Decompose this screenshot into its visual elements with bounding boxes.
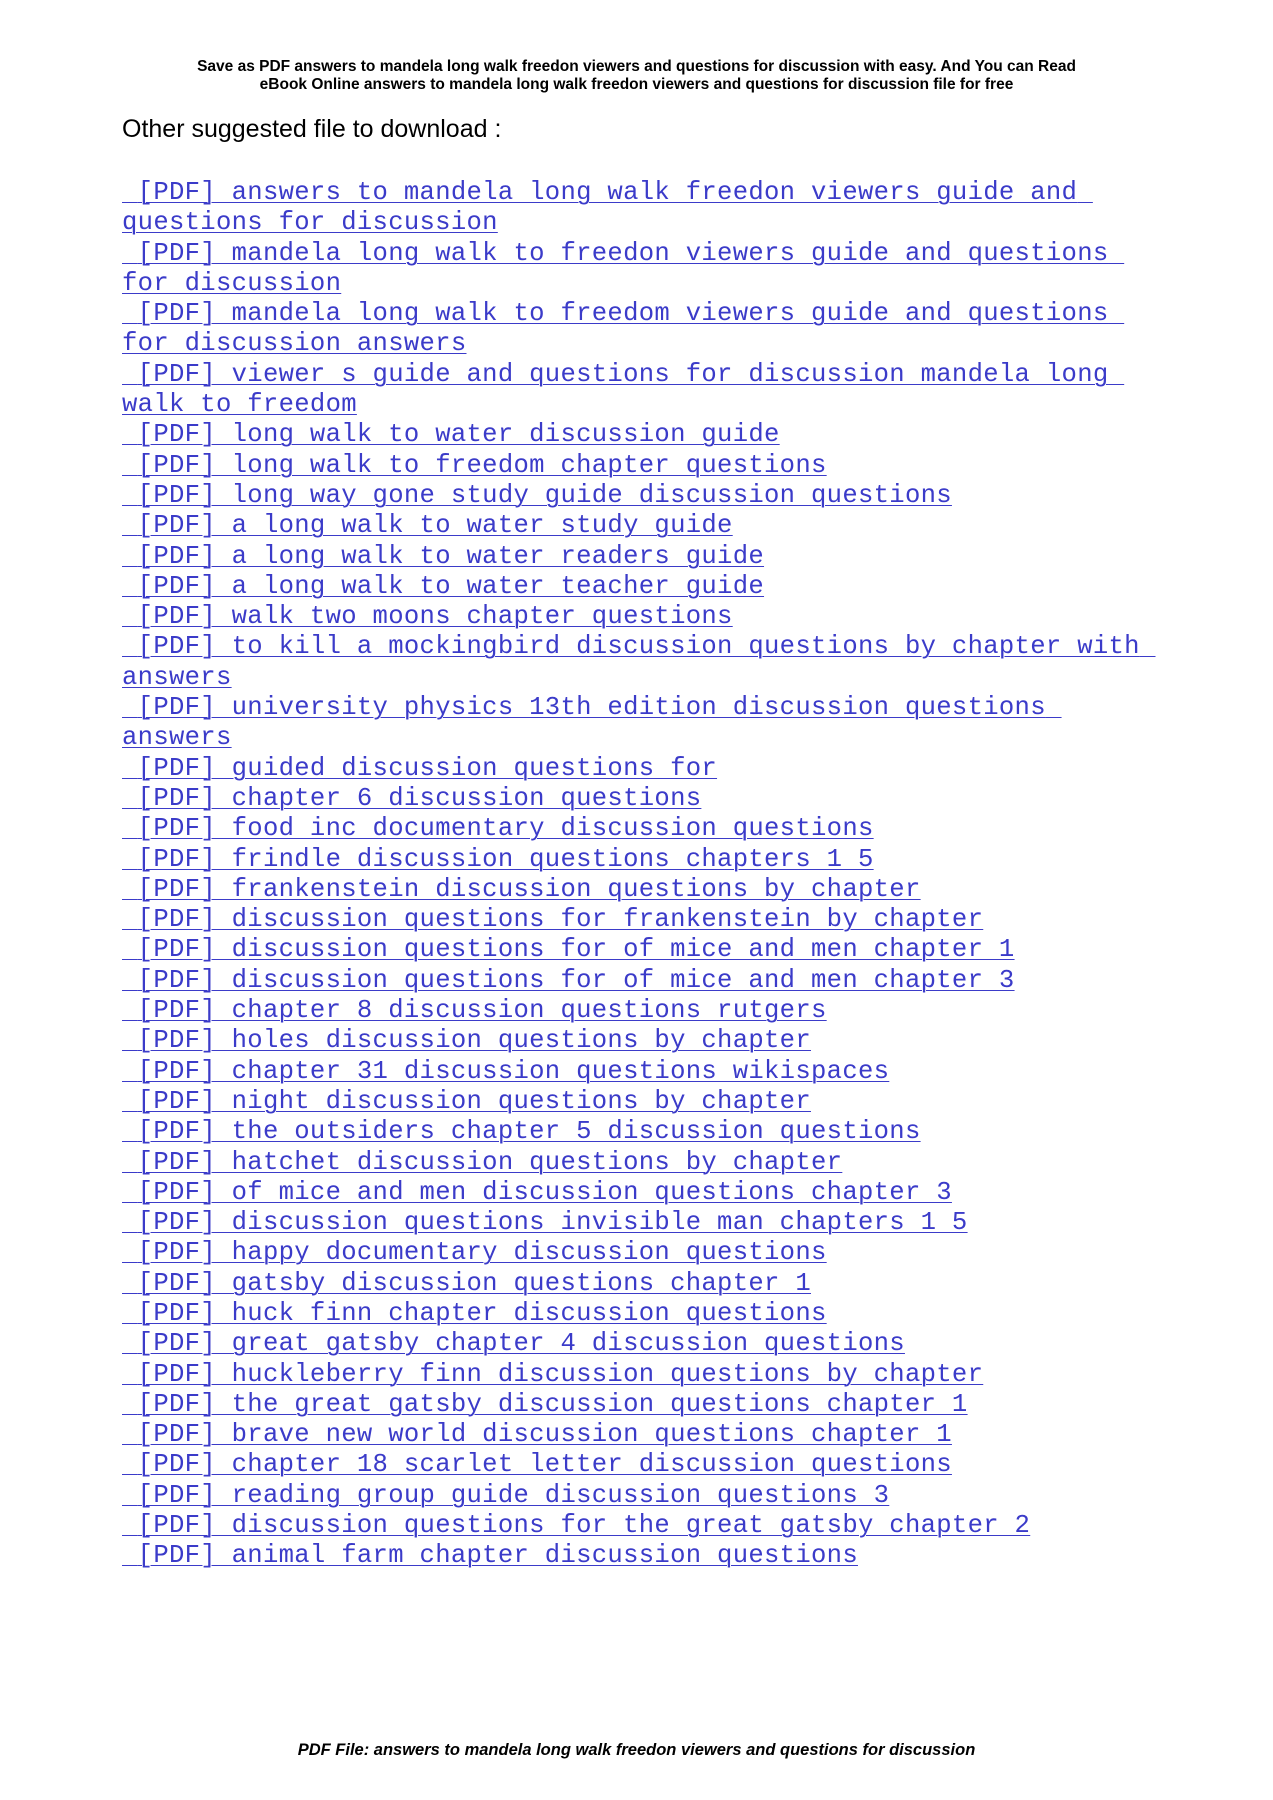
pdf-link[interactable]: [PDF] answers to mandela long walk freedon viewers guide and questions for discussion — [122, 178, 1093, 238]
pdf-link[interactable]: [PDF] long way gone study guide discussion questions — [122, 480, 952, 510]
pdf-link[interactable]: [PDF] huck finn chapter discussion questions — [122, 1298, 827, 1328]
pdf-link[interactable]: [PDF] frankenstein discussion questions by chapter — [122, 874, 921, 904]
pdf-link[interactable]: [PDF] discussion questions for the great gatsby chapter 2 — [122, 1511, 1031, 1541]
suggested-files-heading: Other suggested file to download : — [122, 115, 502, 143]
pdf-link[interactable]: [PDF] gatsby discussion questions chapter 1 — [122, 1268, 811, 1298]
pdf-link[interactable]: [PDF] great gatsby chapter 4 discussion questions — [122, 1329, 905, 1359]
pdf-link[interactable]: [PDF] of mice and men discussion questions chapter 3 — [122, 1177, 952, 1207]
pdf-link[interactable]: [PDF] brave new world discussion questions chapter 1 — [122, 1420, 952, 1450]
pdf-link[interactable]: [PDF] a long walk to water teacher guide — [122, 571, 765, 601]
pdf-link[interactable]: [PDF] chapter 31 discussion questions wikispaces — [122, 1056, 890, 1086]
pdf-link[interactable]: [PDF] hatchet discussion questions by chapter — [122, 1147, 843, 1177]
pdf-link[interactable]: [PDF] university physics 13th edition discussion questions answers — [122, 693, 1062, 753]
pdf-link[interactable]: [PDF] chapter 6 discussion questions — [122, 783, 702, 813]
pdf-link[interactable]: [PDF] discussion questions for of mice and men chapter 3 — [122, 965, 1015, 995]
pdf-link[interactable]: [PDF] mandela long walk to freedon viewers guide and questions for discussion — [122, 238, 1125, 298]
pdf-link[interactable]: [PDF] long walk to water discussion guide — [122, 420, 780, 450]
pdf-link[interactable]: [PDF] discussion questions for frankenstein by chapter — [122, 905, 984, 935]
pdf-link[interactable]: [PDF] chapter 18 scarlet letter discussion questions — [122, 1450, 952, 1480]
pdf-link[interactable]: [PDF] viewer s guide and questions for discussion mandela long walk to freedom — [122, 359, 1125, 420]
header-line-1: Save as PDF answers to mandela long walk freedon viewers and questions for discussion with easy. And You can Read — [197, 58, 1076, 75]
pdf-link[interactable]: [PDF] long walk to freedom chapter questions — [122, 450, 827, 480]
pdf-link[interactable]: [PDF] food inc documentary discussion questions — [122, 814, 874, 844]
pdf-link[interactable]: [PDF] reading group guide discussion questions 3 — [122, 1480, 890, 1510]
pdf-link[interactable]: [PDF] discussion questions for of mice and men chapter 1 — [122, 935, 1015, 965]
pdf-link[interactable]: [PDF] frindle discussion questions chapters 1 5 — [122, 844, 874, 874]
pdf-link[interactable]: [PDF] to kill a mockingbird discussion questions by chapter with answers — [122, 632, 1156, 692]
pdf-link[interactable]: [PDF] chapter 8 discussion questions rutgers — [122, 996, 827, 1026]
page-header — [120, 58, 1153, 94]
pdf-link[interactable]: [PDF] huckleberry finn discussion questions by chapter — [122, 1359, 984, 1389]
page-footer: PDF File: answers to mandela long walk freedon viewers and questions for discussion — [297, 1741, 976, 1759]
pdf-link[interactable]: [PDF] night discussion questions by chapter — [122, 1086, 811, 1116]
header-line-2: eBook Online answers to mandela long walk freedon viewers and questions for discussion file for free — [259, 76, 1014, 93]
pdf-link[interactable]: [PDF] happy documentary discussion questions — [122, 1238, 827, 1268]
pdf-link[interactable]: [PDF] a long walk to water readers guide — [122, 541, 765, 571]
suggested-links-list — [122, 178, 1162, 1572]
pdf-link[interactable]: [PDF] the outsiders chapter 5 discussion questions — [122, 1117, 921, 1147]
pdf-link[interactable]: [PDF] animal farm chapter discussion questions — [122, 1541, 858, 1571]
pdf-link[interactable]: [PDF] walk two moons chapter questions — [122, 602, 733, 632]
pdf-link[interactable]: [PDF] a long walk to water study guide — [122, 511, 733, 541]
pdf-link[interactable]: [PDF] mandela long walk to freedom viewers guide and questions for discussion answers — [122, 299, 1125, 359]
pdf-link[interactable]: [PDF] guided discussion questions for — [122, 753, 718, 783]
pdf-link[interactable]: [PDF] discussion questions invisible man chapters 1 5 — [122, 1208, 968, 1238]
pdf-link[interactable]: [PDF] holes discussion questions by chapter — [122, 1026, 811, 1056]
pdf-link[interactable]: [PDF] the great gatsby discussion questions chapter 1 — [122, 1389, 968, 1419]
